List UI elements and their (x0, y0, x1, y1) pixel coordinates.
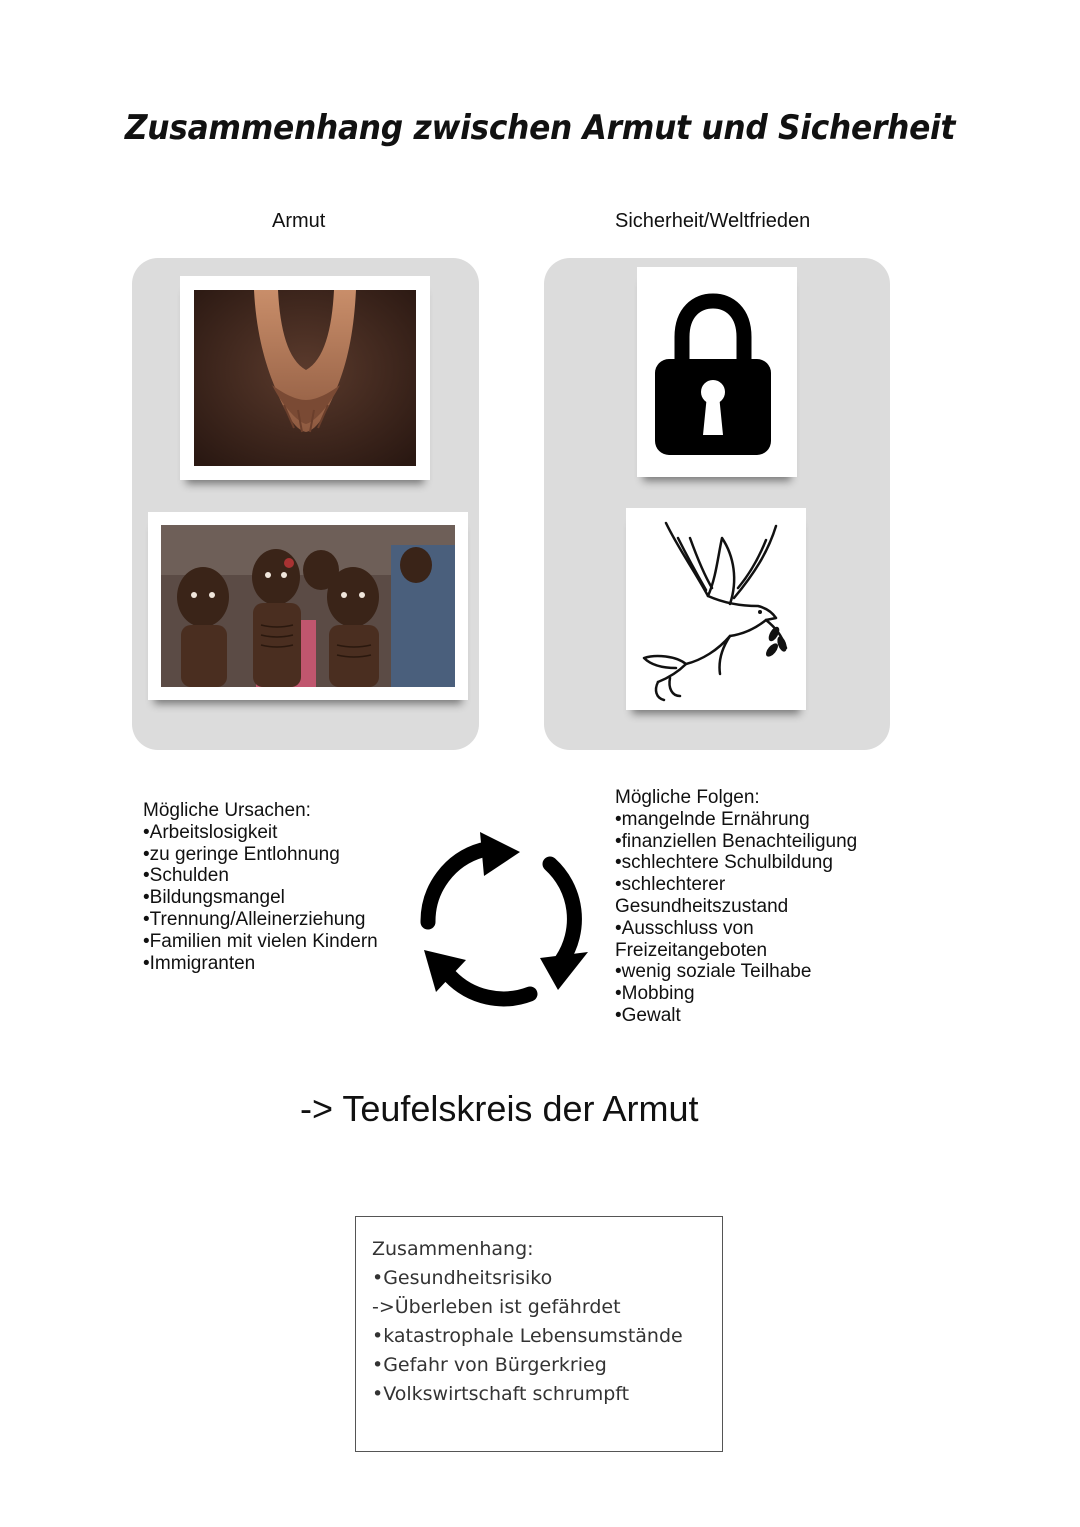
list-item: •katastrophale Lebensumstände (372, 1325, 683, 1347)
photo-frame-hands (180, 276, 430, 480)
list-item: •schlechtere Schulbildung (615, 852, 833, 874)
consequences-heading: Mögliche Folgen: (615, 787, 760, 808)
list-item: •Bildungsmangel (143, 887, 285, 909)
list-item: •wenig soziale Teilhabe (615, 961, 812, 983)
summary-box (355, 1216, 723, 1452)
page-title: Zusammenhang zwischen Armut und Sicherheit (124, 108, 956, 148)
causes-heading: Mögliche Ursachen: (143, 800, 311, 821)
cycle-arrows-icon (412, 830, 592, 1010)
list-item: •finanziellen Benachteiligung (615, 830, 858, 852)
photo-malnourished-children (161, 525, 455, 687)
list-item: •Trennung/Alleinerziehung (143, 908, 366, 930)
photo-frame-children (148, 512, 468, 700)
photo-cupped-hands (194, 290, 416, 466)
list-item: •Mobbing (615, 983, 695, 1005)
consequences-section (615, 787, 895, 1027)
causes-list (143, 822, 403, 975)
column-label-sicherheit: Sicherheit/Weltfrieden (615, 210, 811, 232)
list-item: Freizeitangeboten (615, 939, 768, 961)
consequences-list (615, 809, 895, 1027)
column-label-armut: Armut (272, 210, 326, 232)
photo-frame-dove (626, 508, 806, 710)
list-item: •zu geringe Entlohnung (143, 843, 340, 865)
photo-frame-lock (637, 267, 797, 477)
list-item: •Familien mit vielen Kindern (143, 930, 378, 952)
conclusion-heading: -> Teufelskreis der Armut (300, 1088, 699, 1129)
list-item: •Ausschluss von (615, 917, 754, 939)
causes-section (143, 800, 403, 974)
summary-heading: Zusammenhang: (372, 1238, 534, 1260)
list-item: •Volkswirtschaft schrumpft (372, 1383, 630, 1405)
list-item: •Gewalt (615, 1004, 681, 1026)
peace-dove-icon (626, 508, 806, 710)
list-item: •Schulden (143, 865, 229, 887)
list-item: •mangelnde Ernährung (615, 808, 810, 830)
summary-list (372, 1264, 706, 1409)
list-item: •Gesundheitsrisiko (372, 1267, 553, 1289)
list-item: •Arbeitslosigkeit (143, 821, 278, 843)
list-item: Gesundheitszustand (615, 895, 789, 917)
list-item: •Gefahr von Bürgerkrieg (372, 1354, 607, 1376)
list-item: •schlechterer (615, 874, 726, 896)
list-item: ->Überleben ist gefährdet (372, 1296, 621, 1318)
padlock-icon (637, 267, 797, 477)
list-item: •Immigranten (143, 952, 256, 974)
